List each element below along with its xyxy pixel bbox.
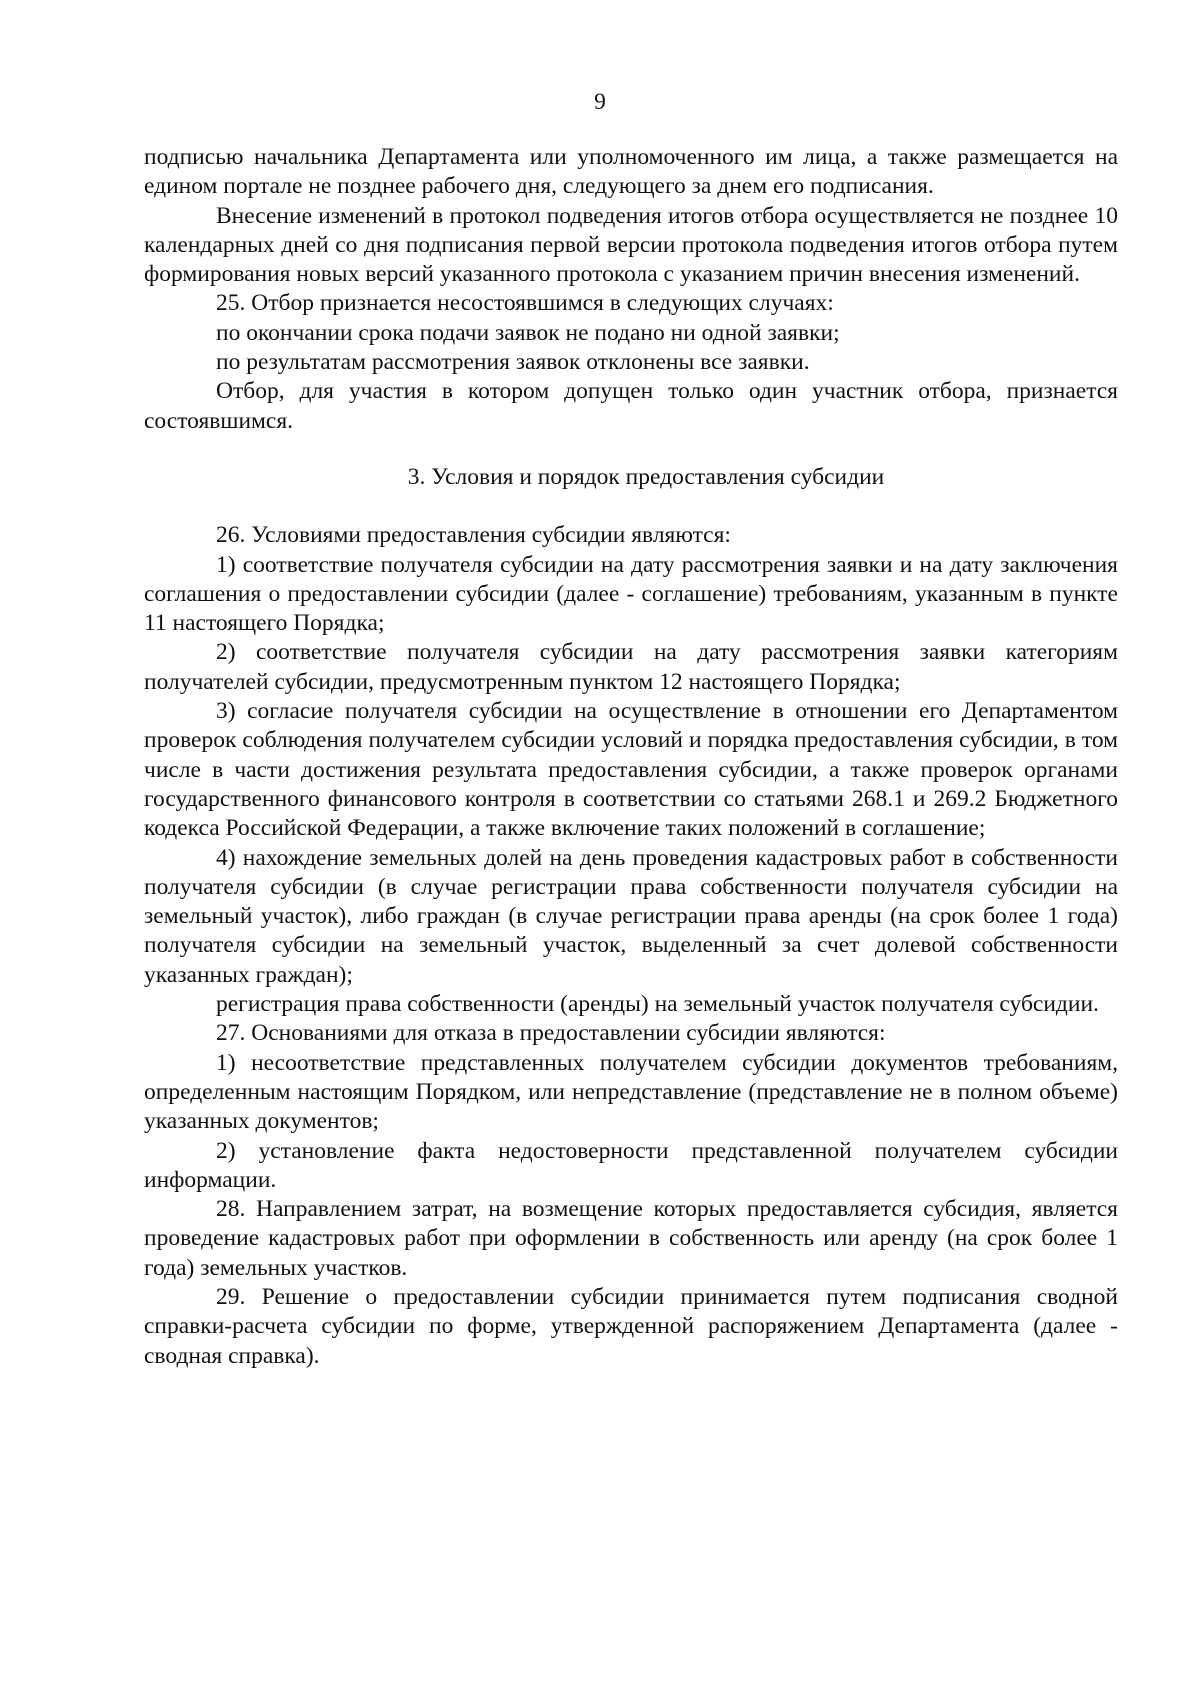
paragraph: 29. Решение о предоставлении субсидии принимается путем подписания сводной справки-расчета субсидии по форме, утвержденной распоряжением Департамента (далее - сводная справка). [144, 1283, 1118, 1369]
paragraph: 3) согласие получателя субсидии на осуществление в отношении его Департаментом проверок соблюдения получателем субсидии условий и порядка предоставления субсидии, в том числе в части достижения результата предоставления субсидии, а также проверок органами государственного финансового контроля в соответствии со статьями 268.1 и 269.2 Бюджетного кодекса Российской Федерации, а также включение таких положений в соглашение; [144, 698, 1118, 842]
paragraph: 1) несоответствие представленных получателем субсидии документов требованиям, определенным настоящим Порядком, или непредставление (представление не в полном объеме) указанных документов; [144, 1049, 1118, 1135]
paragraph: регистрация права собственности (аренды) на земельный участок получателя субсидии. [216, 991, 1099, 1018]
section-before-heading [144, 143, 1118, 436]
paragraph: 2) соответствие получателя субсидии на дату рассмотрения заявки категориям получателей субсидии, предусмотренным пунктом 12 настоящего Порядка; [144, 639, 1118, 695]
paragraph: по результатам рассмотрения заявок отклонены все заявки. [216, 349, 810, 376]
page-number: 9 [594, 89, 606, 115]
paragraph: 25. Отбор признается несостоявшимся в следующих случаях: [216, 290, 834, 317]
document-body [144, 143, 1118, 1371]
paragraph: 2) установление факта недостоверности представленной получателем субсидии информации. [144, 1137, 1118, 1193]
paragraph: 26. Условиями предоставления субсидии являются: [216, 522, 731, 549]
paragraph: подписью начальника Департамента или уполномоченного им лица, а также размещается на едином портале не позднее рабочего дня, следующего за днем его подписания. [144, 144, 1118, 200]
paragraph: 27. Основаниями для отказа в предоставлении субсидии являются: [216, 1020, 886, 1047]
section-heading: 3. Условия и порядок предоставления субсидии [407, 463, 885, 490]
paragraph: Отбор, для участия в котором допущен только один участник отбора, признается состоявшимся. [144, 378, 1118, 434]
paragraph: по окончании срока подачи заявок не подано ни одной заявки; [216, 319, 840, 346]
paragraph: 4) нахождение земельных долей на день проведения кадастровых работ в собственности получателя субсидии (в случае регистрации права собственности получателя субсидии на земельный участок), либо граждан (в случае регистрации права аренды (на срок более 1 года) получателя субсидии на земельный участок, выделенный за счет долевой собственности указанных граждан); [144, 844, 1118, 988]
section-3-paragraphs [144, 521, 1118, 1371]
paragraph: Внесение изменений в протокол подведения итогов отбора осуществляется не позднее 10 календарных дней со дня подписания первой версии протокола подведения итогов отбора путем формирования новых версий указанного протокола с указанием причин внесения изменений. [144, 202, 1118, 288]
paragraph: 1) соответствие получателя субсидии на дату рассмотрения заявки и на дату заключения соглашения о предоставлении субсидии (далее - соглашение) требованиям, указанным в пункте 11 настоящего Порядка; [144, 551, 1118, 637]
paragraph: 28. Направлением затрат, на возмещение которых предоставляется субсидия, является проведение кадастровых работ при оформлении в собственность или аренду (на срок более 1 года) земельных участков. [144, 1196, 1118, 1281]
